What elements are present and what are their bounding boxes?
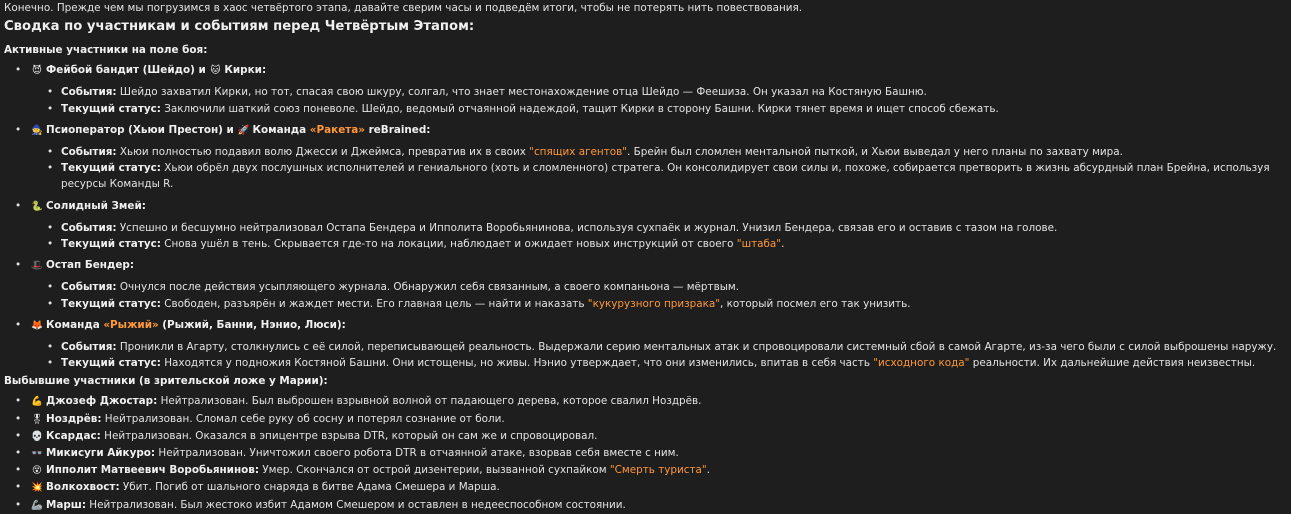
eliminated-item: • 🦾 Марш: Нейтрализован. Был жестоко избит Адамом Смешером и оставлен в недееспособном состоянии. — [4, 497, 1287, 514]
status-line: • Текущий статус: Находятся у подножия Костяной Башни. Они истощены, но живы. Нэнио утверждает, что они изменились, впитав в себя часть "исходного кода" реальности. Их дальнейшие действия неизвестны. — [31, 355, 1287, 371]
eliminated-heading: Выбывшие участники (в зрительской ложе у Марии): — [4, 375, 328, 388]
participant-item — [4, 62, 1287, 117]
highlight-text: "кукурузного призрака" — [587, 297, 721, 310]
flexed-biceps-icon: 💪 — [31, 396, 43, 408]
skull-icon: 💀 — [31, 430, 43, 442]
events-line: • События: Очнулся после действия усыпляющего журнала. Обнаружил себя связанным, а своего компаньона — мёртвым. — [31, 279, 1287, 295]
devil-icon: 😈 — [32, 65, 42, 77]
events-line: • События: Шейдо захватил Кирки, но тот, спасая свою шкуру, солгал, что знает местонахождение отца Шейдо — Феешиза. Он указал на Костяную Башню. — [31, 84, 1287, 100]
events-line: • События: Хьюи полностью подавил волю Джесси и Джеймса, превратив их в своих "спящих агентов". Брейн был сломлен ментальной пыткой, и Хьюи выведал у него планы по захвату мира. — [31, 144, 1287, 160]
highlight-text: "исходного кода" — [873, 357, 970, 370]
highlight-text: «Ракета» — [309, 123, 365, 136]
active-list — [4, 62, 1287, 371]
wizard-icon: 🧙 — [31, 124, 43, 136]
eliminated-item: • 😵 Ипполит Матвеевич Воробьянинов: Умер. Скончался от острой дизентерии, вызванной сухпайком "Смерть туриста". — [4, 462, 1287, 479]
participant-heading: • 🦊 Команда «Рыжий» (Рыжий, Банни, Нэнио, Люси): — [31, 317, 1287, 334]
snake-icon: 🐍 — [31, 200, 43, 212]
active-heading: Активные участники на поле боя: — [4, 44, 208, 57]
eliminated-item: • 💪 Джозеф Джостар: Нейтрализован. Был выброшен взрывной волной от падающего дерева, которое свалил Ноздрёв. — [4, 393, 1287, 410]
top-hat-icon: 🎩 — [31, 260, 43, 272]
eliminated-list — [4, 393, 1287, 513]
participant-heading: • 🎩 Остап Бендер: — [31, 257, 1287, 274]
events-line: • События: Успешно и бесшумно нейтрализовал Остапа Бендера и Ипполита Воробьянинова, используя сухпаёк и журнал. Унизил Бендера, связав его и оставив с тазом на голове. — [31, 220, 1287, 236]
summary-title: Сводка по участникам и событиям перед Четвёртым Этапом: — [4, 19, 475, 35]
cat-icon: 🐱 — [210, 65, 221, 77]
participant-heading: • 😈 Фейбой бандит (Шейдо) и 🐱 Кирки: — [31, 62, 1287, 79]
highlight-text: "спящих агентов" — [529, 146, 628, 159]
highlight-text: "штаба" — [736, 238, 782, 251]
status-line: • Текущий статус: Снова ушёл в тень. Скрывается где-то на локации, наблюдает и ожидает новых инструкций от своего "штаба". — [31, 236, 1287, 252]
glasses-icon: 👓 — [31, 448, 43, 460]
eliminated-item: • 💀 Ксардас: Нейтрализован. Оказался в эпицентре взрыва DTR, который он сам же и спровоцировал. — [4, 428, 1287, 445]
participant-item — [4, 122, 1287, 193]
eliminated-item: • 💥 Волкохвост: Убит. Погиб от шального снаряда в битве Адама Смешера и Марша. — [4, 479, 1287, 496]
medal-icon: 🎖 — [31, 413, 44, 425]
participant-heading: • 🧙 Псиоператор (Хьюи Престон) и 🚀 Команда «Ракета» reBrained: — [31, 122, 1287, 139]
events-line: • События: Проникли в Агарту, столкнулись с её силой, переписывающей реальность. Выдержали серию ментальных атак и спровоцировали системный сбой в самой Агарте, из-за чего были с силой выброшены наружу. — [31, 339, 1287, 355]
status-line: • Текущий статус: Свободен, разъярён и жаждет мести. Его главная цель — найти и наказать "кукурузного призрака", который посмел его так унизить. — [31, 296, 1287, 312]
eliminated-item: • 👓 Микисуги Айкуро: Нейтрализован. Уничтожил своего робота DTR в отчаянной атаке, взорвав себя вместе с ним. — [4, 445, 1287, 462]
highlight-text: "Смерть туриста" — [609, 464, 707, 477]
robot-arm-icon: 🦾 — [31, 499, 43, 511]
participant-item — [4, 317, 1287, 372]
participant-item — [4, 257, 1287, 312]
eliminated-item: • 🎖 Ноздрёв: Нейтрализован. Сломал себе руку об сосну и потерял сознание от боли. — [4, 411, 1287, 428]
status-line: • Текущий статус: Хьюи обрёл двух послушных исполнителей и гениального (хоть и сломленного) стратега. Он консолидирует свои силы и, похоже, собирается претворить в жизнь абсурдный план Брейна, используя ресурсы Команды R. — [31, 160, 1287, 192]
dizzy-face-icon: 😵 — [32, 465, 42, 477]
highlight-text: «Рыжий» — [103, 318, 159, 331]
participant-heading: • 🐍 Солидный Змей: — [31, 198, 1287, 215]
fox-icon: 🦊 — [31, 319, 43, 331]
participant-item — [4, 198, 1287, 253]
intro-text: Конечно. Прежде чем мы погрузимся в хаос четвёртого этапа, давайте сверим часы и подведём итоги, чтобы не потерять нить повествования. — [4, 2, 803, 14]
status-line: • Текущий статус: Заключили шаткий союз поневоле. Шейдо, ведомый отчаянной надеждой, тащит Кирки в сторону Башни. Кирки тянет время и ищет способ сбежать. — [31, 101, 1287, 117]
explosion-icon: 💥 — [31, 482, 43, 494]
rocket-icon: 🚀 — [237, 124, 250, 136]
